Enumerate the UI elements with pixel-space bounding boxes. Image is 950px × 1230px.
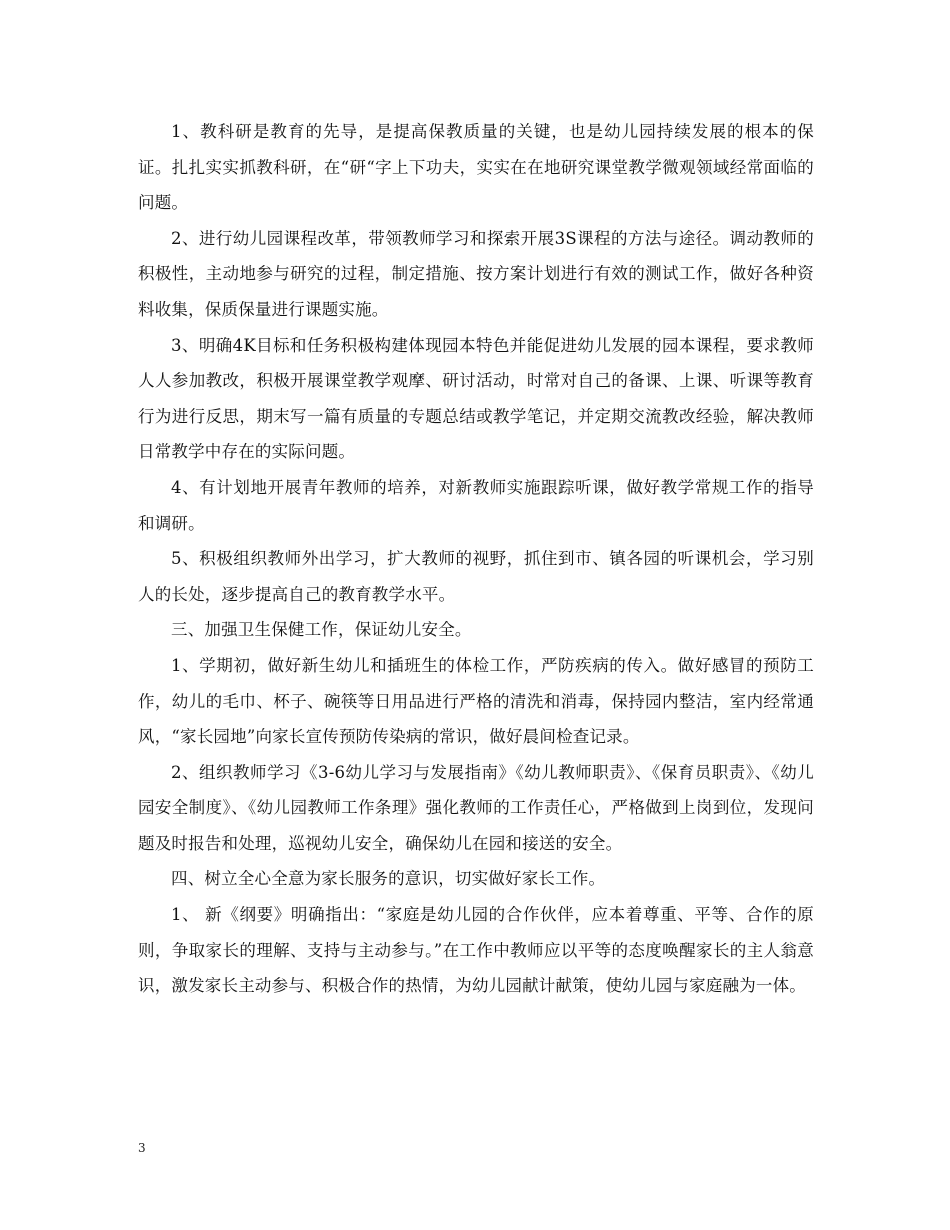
paragraph-7: 2、组织教师学习《3-6幼儿学习与发展指南》《幼儿教师职责》、《保育员职责》、《幼儿园安全制度》、《幼儿园教师工作条理》强化教师的工作责任心，严格做到上岗到位，发现问题及时报告和处理，巡视幼儿安全，确保幼儿在园和接送的安全。 [138,762,814,853]
paragraph-1: 1、教科研是教育的先导，是提高保教质量的关键，也是幼儿园持续发展的根本的保证。扎扎实实抓教科研，在“研“字上下功夫，实实在在地研究课堂教学微观领域经常面临的问题。 [138,122,814,213]
paragraph-4: 4、有计划地开展青年教师的培养，对新教师实施跟踪听课，做好教学常规工作的指导和调研。 [138,477,814,533]
paragraph-5: 5、积极组织教师外出学习，扩大教师的视野，抓住到市、镇各园的听课机会，学习别人的长处，逐步提高自己的教育教学水平。 [138,549,814,604]
paragraph-2: 2、进行幼儿园课程改革，带领教师学习和探索开展3S课程的方法与途径。调动教师的积极性，主动地参与研究的过程，制定措施、按方案计划进行有效的测试工作，做好各种资料收集，保质保量进行课题实施。 [138,228,814,319]
page-number: 3 [138,1141,146,1155]
paragraph-6: 1、学期初，做好新生幼儿和插班生的体检工作，严防疾病的传入。做好感冒的预防工作，幼儿的毛巾、杯子、碗筷等日用品进行严格的清洗和消毒，保持园内整洁，室内经常通风，“家长园地”向家长宣传预防传染病的常识，做好晨间检查记录。 [138,655,814,747]
section-heading-4: 四、树立全心全意为家长服务的意识，切实做好家长工作。 [171,869,606,889]
paragraph-3: 3、明确4K目标和任务积极构建体现园本特色并能促进幼儿发展的园本课程，要求教师人人参加教改，积极开展课堂教学观摩、研讨活动，时常对自己的备课、上课、听课等教育行为进行反思，期末写一篇有质量的专题总结或教学笔记，并定期交流教改经验，解决教师日常教学中存在的实际问题。 [138,335,814,462]
paragraph-8: 1、 新《纲要》明确指出：“家庭是幼儿园的合作伙伴，应本着尊重、平等、合作的原则，争取家长的理解、支持与主动参与。”在工作中教师应以平等的态度唤醒家长的主人翁意识，激发家长主动参与、积极合作的热情，为幼儿园献计献策，使幼儿园与家庭融为一体。 [138,905,814,996]
section-heading-3: 三、加强卫生保健工作，保证幼儿安全。 [171,620,472,640]
document-body [138,114,814,1004]
